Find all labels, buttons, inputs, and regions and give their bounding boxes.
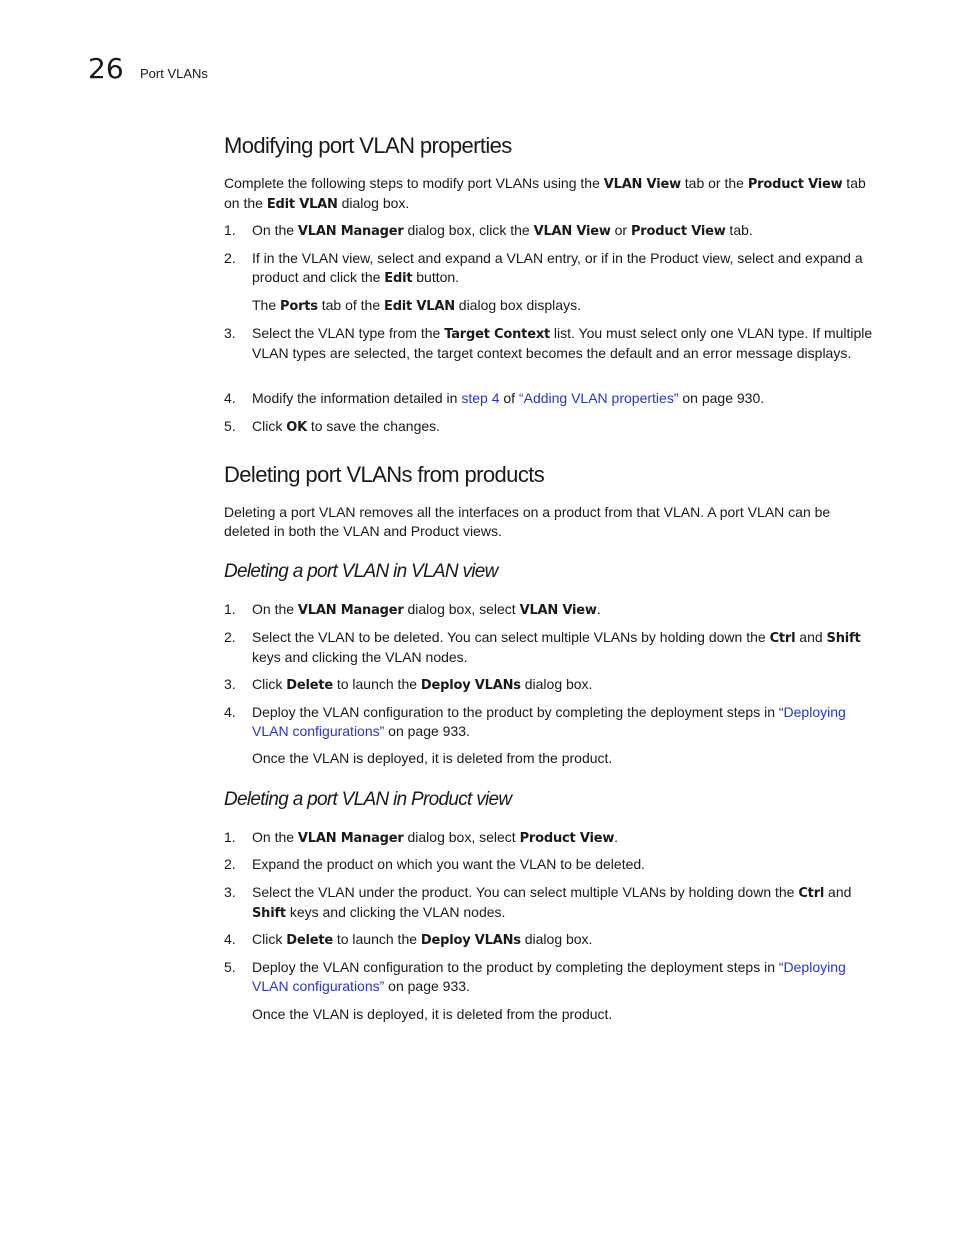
chapter-title: Port VLANs <box>140 66 208 81</box>
vlan-view-note: Once the VLAN is deployed, it is deleted from the product. <box>252 750 613 766</box>
modify-intro: Complete the following steps to modify port VLANs using the VLAN View tab or the Product View tab on the Edit VLAN dialog box. <box>224 175 866 212</box>
step-number: 1. <box>224 601 236 617</box>
deploying-vlan-configurations-link[interactable]: “Deploying VLAN configurations” <box>252 959 846 994</box>
product-view-step-4: 4. Click Delete to launch the Deploy VLANs dialog box. <box>224 931 593 948</box>
product-view-step-5: 5. Deploy the VLAN configuration to the product by completing the deployment steps in “Deploying VLAN configurations” on page 933. <box>224 959 846 994</box>
delete-intro: Deleting a port VLAN removes all the interfaces on a product from that VLAN. A port VLAN can be deleted in both the VLAN and Product views. <box>224 504 831 539</box>
vlan-view-step-4: 4. Deploy the VLAN configuration to the product by completing the deployment steps in “Deploying VLAN configurations” on page 933. <box>224 704 846 739</box>
step-number: 2. <box>224 250 236 266</box>
vlan-view-step-2: 2. Select the VLAN to be deleted. You can select multiple VLANs by holding down the Ctrl and Shift keys and clicking the VLAN nodes. <box>224 629 861 665</box>
product-view-step-1: 1. On the VLAN Manager dialog box, select Product View. <box>224 829 619 846</box>
modify-step-2-note: The Ports tab of the Edit VLAN dialog box displays. <box>252 297 581 314</box>
step-number: 3. <box>224 676 236 692</box>
deploying-vlan-configurations-link[interactable]: “Deploying VLAN configurations” <box>252 704 846 739</box>
subheading-product-view: Deleting a port VLAN in Product view <box>224 789 512 810</box>
step-number: 5. <box>224 418 236 434</box>
step-number: 1. <box>224 829 236 845</box>
step-number: 3. <box>224 884 236 900</box>
step-number: 2. <box>224 629 236 645</box>
product-view-step-3: 3. Select the VLAN under the product. You can select multiple VLANs by holding down the Ctrl and Shift keys and clicking the VLAN nodes. <box>224 884 852 921</box>
step-number: 2. <box>224 856 236 872</box>
subheading-vlan-view: Deleting a port VLAN in VLAN view <box>224 561 498 582</box>
modify-step-2: 2. If in the VLAN view, select and expand a VLAN entry, or if in the Product view, select and expand a product and click the Edit button. <box>224 250 863 286</box>
step-number: 3. <box>224 325 236 341</box>
product-view-note: Once the VLAN is deployed, it is deleted from the product. <box>252 1006 613 1022</box>
modify-step-3: 3. Select the VLAN type from the Target Context list. You must select only one VLAN type. If multiple VLAN types are selected, the target context becomes the default and an error message displays. <box>224 325 873 361</box>
step-number: 1. <box>224 222 236 238</box>
step-number: 5. <box>224 959 236 975</box>
modify-step-4: 4. Modify the information detailed in step 4 of “Adding VLAN properties” on page 930. <box>224 390 765 406</box>
modify-step-1: 1. On the VLAN Manager dialog box, click the VLAN View or Product View tab. <box>224 222 753 239</box>
vlan-view-step-1: 1. On the VLAN Manager dialog box, select VLAN View. <box>224 601 601 618</box>
product-view-step-2: 2. Expand the product on which you want the VLAN to be deleted. <box>224 856 646 872</box>
modify-step-5: 5. Click OK to save the changes. <box>224 418 441 435</box>
step-number: 4. <box>224 931 236 947</box>
step-number: 4. <box>224 390 236 406</box>
section-heading-delete: Deleting port VLANs from products <box>224 462 545 487</box>
step-4-link[interactable]: step 4 <box>461 390 500 406</box>
vlan-view-step-3: 3. Click Delete to launch the Deploy VLANs dialog box. <box>224 676 593 693</box>
step-number: 4. <box>224 704 236 720</box>
section-heading-modify: Modifying port VLAN properties <box>224 133 512 158</box>
adding-vlan-properties-link[interactable]: “Adding VLAN properties” <box>518 390 679 406</box>
chapter-number: 26 <box>88 52 124 85</box>
